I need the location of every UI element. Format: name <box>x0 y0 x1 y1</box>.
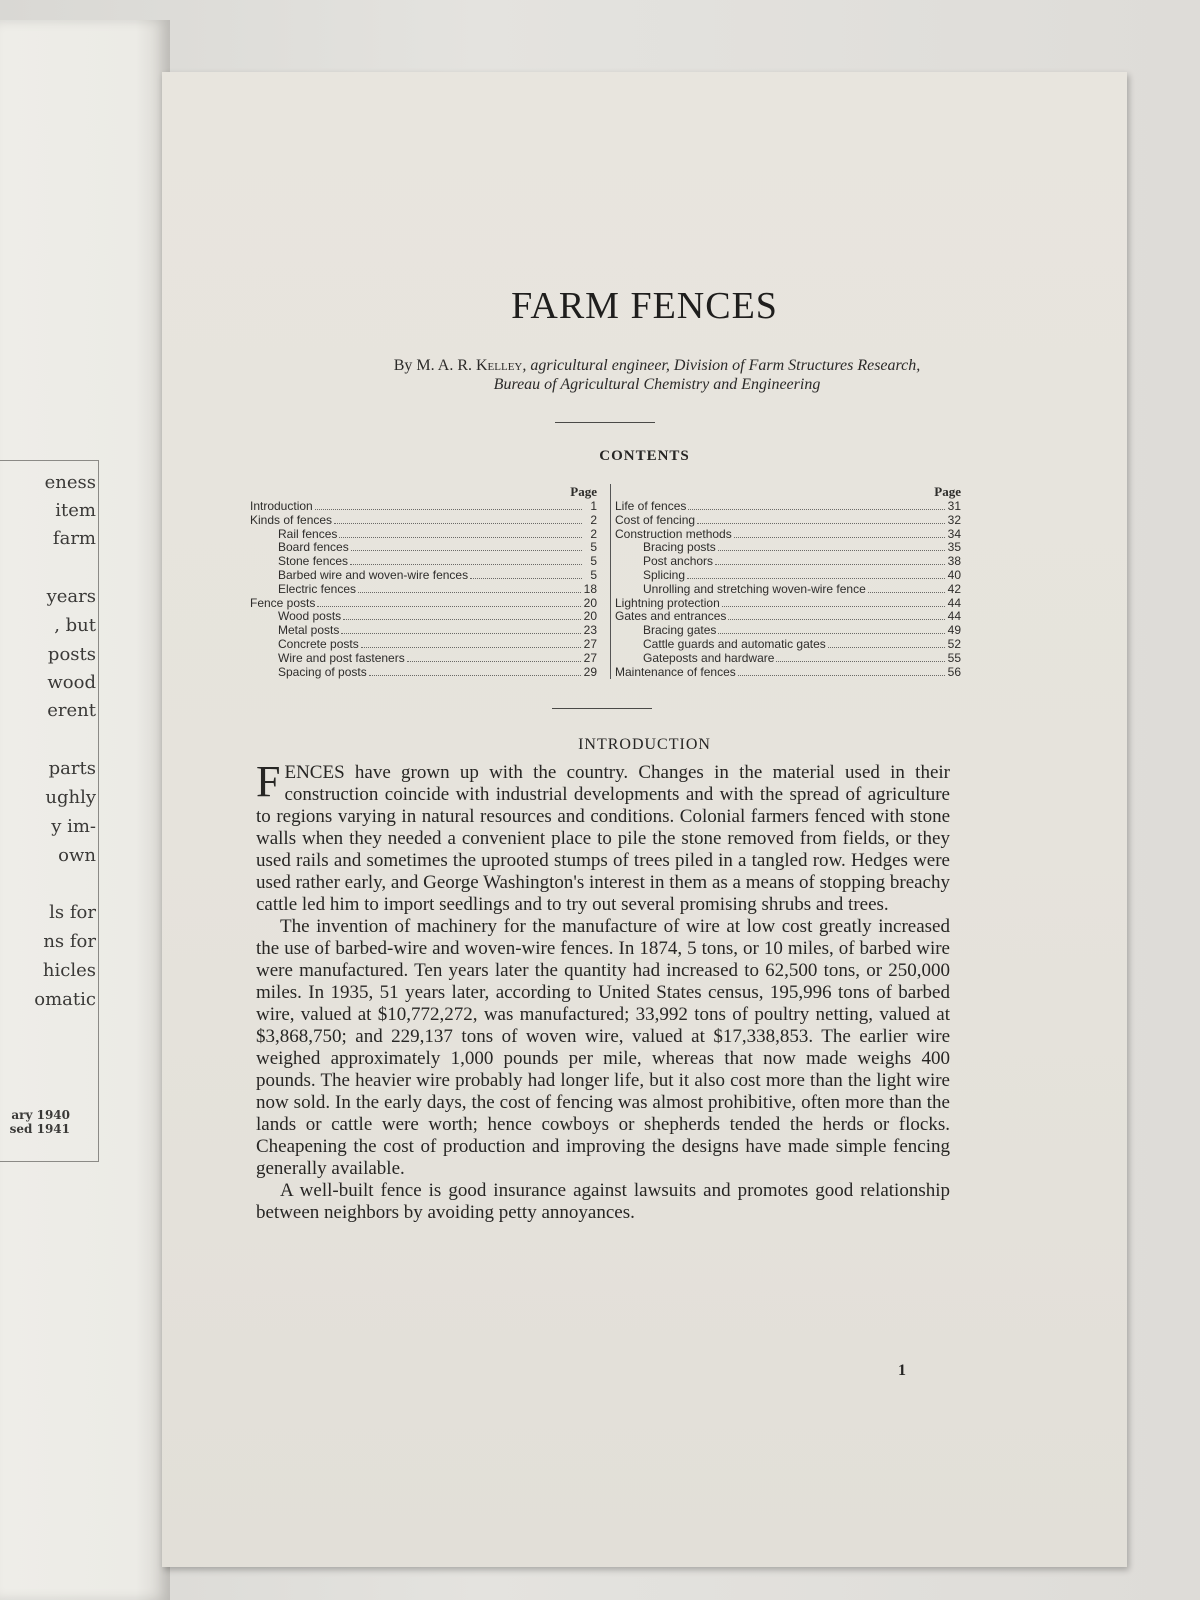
toc-entry-label: Wire and post fasteners <box>278 650 405 665</box>
toc-entry-label: Barbed wire and woven-wire fences <box>278 567 469 582</box>
toc-entry <box>615 555 961 569</box>
left-fragment: farm <box>52 528 96 549</box>
toc-leader-dots <box>343 619 580 620</box>
byline-author: M. A. R. Kelley <box>416 357 523 374</box>
document-page <box>162 72 1127 1567</box>
toc-leader-dots <box>738 675 945 676</box>
left-date: sed 1941 <box>9 1122 70 1136</box>
toc-leader-dots <box>868 592 945 593</box>
toc-leader-dots <box>687 578 945 579</box>
left-fragment: own <box>58 845 96 866</box>
paragraph: A well-built fence is good insurance against lawsuits and promotes good relationship between neighbors by avoiding petty annoyances. <box>256 1180 950 1223</box>
toc-entry <box>250 610 597 624</box>
toc-entry <box>250 500 597 514</box>
byline <box>222 356 1092 394</box>
toc-entry <box>615 610 961 624</box>
toc-entry-page: 38 <box>947 554 961 569</box>
toc-entry <box>250 652 597 666</box>
toc-leader-dots <box>334 523 582 524</box>
toc-entry <box>250 514 597 528</box>
toc-entry <box>250 597 597 611</box>
toc-entry-page: 5 <box>590 540 597 555</box>
toc-leader-dots <box>718 633 944 634</box>
toc-leader-dots <box>358 592 581 593</box>
toc-leader-dots <box>715 564 945 565</box>
divider <box>552 708 652 709</box>
toc-entry-page: 2 <box>590 526 597 541</box>
toc-entry-label: Unrolling and stretching woven-wire fence <box>643 581 866 596</box>
toc-entry-page: 55 <box>947 650 961 665</box>
left-fragment: hicles <box>42 960 96 981</box>
page-title: FARM FENCES <box>511 285 778 327</box>
toc-leader-dots <box>361 647 581 648</box>
toc-entry-page: 42 <box>947 581 961 596</box>
toc-entry <box>615 638 961 652</box>
toc-entry-label: Metal posts <box>278 623 340 638</box>
paragraph <box>256 757 950 916</box>
toc-entry-page: 27 <box>583 650 597 665</box>
toc-leader-dots <box>350 564 582 565</box>
toc-leader-dots <box>341 633 580 634</box>
left-page-frame <box>0 460 99 1162</box>
toc-entry-page: 5 <box>590 567 597 582</box>
toc-entry-label: Rail fences <box>278 526 338 541</box>
toc-entry-page: 40 <box>947 567 961 582</box>
toc-entry <box>250 555 597 569</box>
left-fragment: years <box>46 586 96 607</box>
toc-entry <box>250 624 597 638</box>
toc-leader-dots <box>317 606 580 607</box>
toc-entry-label: Bracing gates <box>643 623 717 638</box>
toc-entry <box>615 528 961 542</box>
toc-entry-label: Board fences <box>278 540 349 555</box>
toc-entry-page: 31 <box>947 499 961 513</box>
toc-leader-dots <box>351 550 582 551</box>
toc-entry-label: Construction methods <box>615 526 732 541</box>
byline-bureau: Bureau of Agricultural Chemistry and Engineering <box>493 376 821 393</box>
toc-entry <box>615 597 961 611</box>
toc-leader-dots <box>697 523 945 524</box>
toc-entry-page: 5 <box>590 554 597 569</box>
toc-entry <box>250 638 597 652</box>
left-fragment: , but <box>54 615 96 636</box>
left-fragment: y im- <box>51 816 96 837</box>
toc-entry <box>615 500 961 514</box>
toc-entry <box>615 514 961 528</box>
toc-entry-label: Gates and entrances <box>615 609 727 624</box>
left-fragment: ns for <box>43 931 96 952</box>
left-fragment: posts <box>47 644 96 665</box>
toc-entry-page: 29 <box>583 664 597 679</box>
page-number: 1 <box>898 1362 906 1379</box>
toc-entry-label: Post anchors <box>643 554 714 569</box>
toc-entry-page: 56 <box>947 664 961 679</box>
toc-entry-label: Stone fences <box>278 554 349 569</box>
toc-entry-page: 20 <box>583 595 597 610</box>
toc-entry-page: 34 <box>947 526 961 541</box>
toc-leader-dots <box>470 578 582 579</box>
toc-entry-page: 18 <box>583 581 597 596</box>
toc-leader-dots <box>722 606 945 607</box>
toc-entry <box>615 624 961 638</box>
left-fragment: ls for <box>49 902 96 923</box>
introduction-body <box>256 757 950 1224</box>
left-fragment: erent <box>47 700 96 721</box>
left-fragment: eness <box>44 472 96 493</box>
left-date: ary 1940 <box>11 1108 70 1122</box>
toc-page-label: Page <box>934 484 961 499</box>
toc-entry-label: Wood posts <box>278 609 342 624</box>
toc-entry-page: 32 <box>947 512 961 527</box>
toc-entry-page: 44 <box>947 595 961 610</box>
introduction-heading: INTRODUCTION <box>578 736 711 753</box>
toc-entry <box>615 569 961 583</box>
toc-entry-label: Electric fences <box>278 581 357 596</box>
toc-entry <box>250 541 597 555</box>
toc-leader-dots <box>776 661 944 662</box>
toc-entry-label: Concrete posts <box>278 636 359 651</box>
byline-role: , agricultural engineer, Division of Farm Structures Research, <box>522 357 921 374</box>
toc-entry-label: Fence posts <box>250 595 316 610</box>
toc-leader-dots <box>407 661 581 662</box>
toc-entry-page: 1 <box>590 499 597 513</box>
toc-entry-label: Life of fences <box>615 499 687 513</box>
toc-page-label: Page <box>570 484 597 499</box>
toc-entry-page: 49 <box>947 623 961 638</box>
toc-entry <box>615 652 961 666</box>
toc-entry-label: Spacing of posts <box>278 664 367 679</box>
toc-entry-label: Cost of fencing <box>615 512 696 527</box>
toc-entry <box>250 666 597 680</box>
toc-leader-dots <box>369 675 581 676</box>
toc-entry-label: Splicing <box>643 567 686 582</box>
toc-leader-dots <box>688 509 944 510</box>
drop-cap: F <box>256 757 281 806</box>
toc-entry-page: 23 <box>583 623 597 638</box>
toc-leader-dots <box>728 619 944 620</box>
byline-by: By <box>393 357 413 374</box>
left-fragment: omatic <box>34 989 96 1010</box>
toc-entry-page: 27 <box>583 636 597 651</box>
toc-entry <box>615 666 961 680</box>
toc-leader-dots <box>339 537 582 538</box>
paragraph: The invention of machinery for the manufacture of wire at low cost greatly increased the use of barbed-wire and woven-wire fences. In 1874, 5 tons, or 10 miles, of barbed wire were manufactured. Ten years later the quantity had increased to 62,500 tons, or 250,000 miles. In 1935, 51 years later, according to United States census, 195,996 tons of barbed wire, valued at $10,772,272, was manufactured; 33,992 tons of poultry netting, valued at $3,868,750; and 229,137 tons of woven wire, valued at $17,338,853. The earlier wire weighed approximately 1,000 pounds per mile, whereas that now made weighs 400 pounds. The heavier wire probably had longer life, but it also cost more than the light wire now sold. In the early days, the cost of fencing was almost prohibitive, often more than the lands or cattle were worth; hence cowboys or shepherds tended the herds or flocks. Cheapening the cost of production and improving the designs have made simple fencing generally available. <box>256 916 950 1179</box>
toc-right-column <box>610 484 961 679</box>
toc-entry <box>250 528 597 542</box>
toc-entry <box>615 541 961 555</box>
toc-entry-label: Gateposts and hardware <box>643 650 775 665</box>
divider <box>555 422 655 423</box>
toc-left-column <box>250 484 597 679</box>
contents-heading: CONTENTS <box>599 448 690 464</box>
toc-leader-dots <box>315 509 582 510</box>
toc-entry-page: 2 <box>590 512 597 527</box>
toc-entry-label: Introduction <box>250 499 313 513</box>
toc-entry-label: Cattle guards and automatic gates <box>643 636 826 651</box>
toc-entry-page: 44 <box>947 609 961 624</box>
toc-entry-label: Maintenance of fences <box>615 664 736 679</box>
left-fragment: parts <box>48 758 96 779</box>
paragraph-text: ENCES have grown up with the country. Changes in the material used in their construction coincide with industrial developments and with the spread of agriculture to regions varying in natural resources and conditions. Colonial farmers fenced with stone walls when they needed a convenient place to pile the stone removed from fields, or they used rails and sometimes the uprooted stumps of trees piled in a tangled row. Hedges were used rather early, and George Washington's interest in them as a means of stopping breachy cattle led him to import seedlings and to try out several promising shrubs and trees. <box>256 762 950 915</box>
toc-leader-dots <box>734 537 945 538</box>
toc-leader-dots <box>718 550 945 551</box>
toc-entry <box>250 569 597 583</box>
left-fragment: item <box>55 500 96 521</box>
toc-entry-page: 52 <box>947 636 961 651</box>
toc-entry-page: 20 <box>583 609 597 624</box>
toc-entry-page: 35 <box>947 540 961 555</box>
left-fragment: wood <box>47 672 96 693</box>
toc-entry <box>615 583 961 597</box>
toc-entry <box>250 583 597 597</box>
toc-entry-label: Lightning protection <box>615 595 720 610</box>
toc-leader-dots <box>828 647 945 648</box>
left-fragment: ughly <box>45 787 96 808</box>
left-facing-page <box>0 20 170 1600</box>
toc-entry-label: Bracing posts <box>643 540 716 555</box>
toc-entry-label: Kinds of fences <box>250 512 333 527</box>
